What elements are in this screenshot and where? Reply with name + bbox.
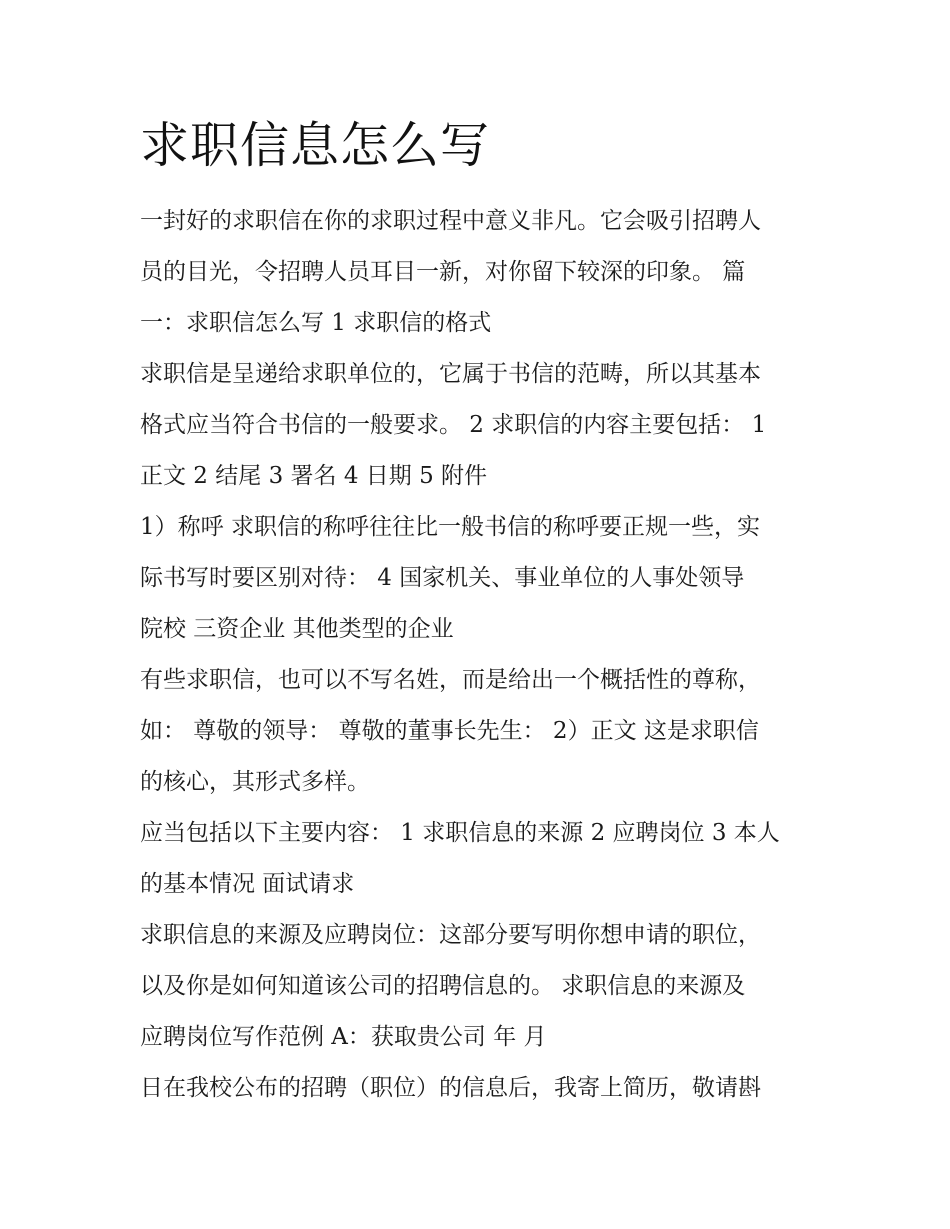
paragraph-line: 一：求职信怎么写 1 求职信的格式: [140, 310, 492, 336]
paragraph-line: 应聘岗位写作范例 A：获取贵公司 年 月: [140, 1024, 547, 1050]
paragraph-line: 如： 尊敬的领导： 尊敬的董事长先生： 2）正文 这是求职信: [140, 718, 759, 744]
paragraph-line: 有些求职信，也可以不写名姓，而是给出一个概括性的尊称，: [140, 667, 761, 693]
paragraph-line: 1）称呼 求职信的称呼往往比一般书信的称呼要正规一些，实: [140, 514, 760, 540]
paragraph-line: 一封好的求职信在你的求职过程中意义非凡。它会吸引招聘人: [140, 208, 761, 234]
paragraph-line: 际书写时要区别对待： 4 国家机关、事业单位的人事处领导: [140, 565, 745, 591]
paragraph-line: 的核心，其形式多样。: [140, 769, 370, 795]
document-body: [140, 196, 830, 1114]
paragraph-line: 的基本情况 面试请求: [140, 871, 355, 897]
paragraph-line: 应当包括以下主要内容： 1 求职信息的来源 2 应聘岗位 3 本人: [140, 820, 780, 846]
paragraph-line: 日在我校公布的招聘（职位）的信息后，我寄上简历，敬请斟: [140, 1075, 761, 1101]
paragraph-line: 格式应当符合书信的一般要求。 2 求职信的内容主要包括： 1: [140, 412, 767, 438]
paragraph-line: 院校 三资企业 其他类型的企业: [140, 616, 454, 642]
paragraph-line: 正文 2 结尾 3 署名 4 日期 5 附件: [140, 463, 488, 489]
paragraph-line: 员的目光，令招聘人员耳目一新，对你留下较深的印象。 篇: [140, 259, 746, 285]
paragraph-line: 以及你是如何知道该公司的招聘信息的。 求职信息的来源及: [140, 973, 746, 999]
paragraph-line: 求职信是呈递给求职单位的，它属于书信的范畴，所以其基本: [140, 361, 761, 387]
document-title: 求职信息怎么写: [140, 117, 491, 174]
paragraph-line: 求职信息的来源及应聘岗位：这部分要写明你想申请的职位，: [140, 922, 761, 948]
